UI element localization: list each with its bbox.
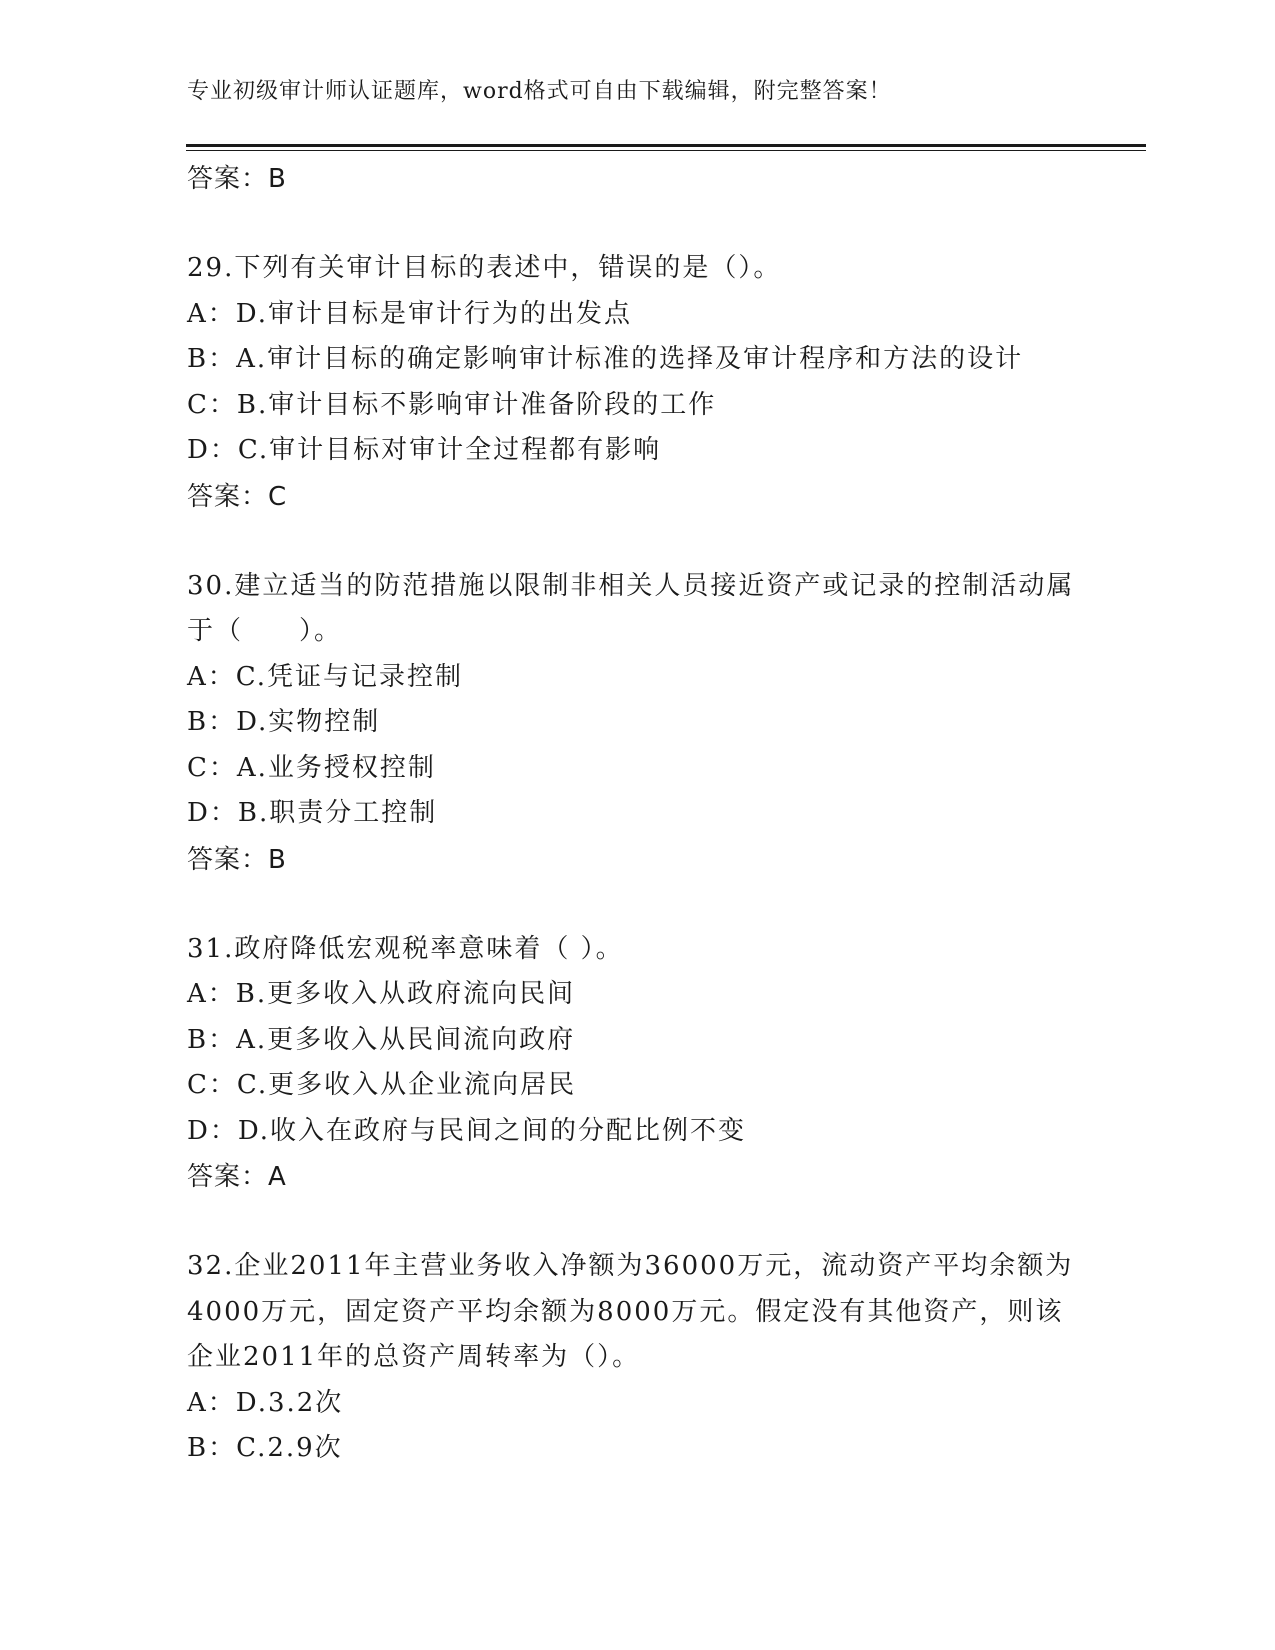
option-c: C：A.业务授权控制 xyxy=(187,752,436,783)
page-header: 专业初级审计师认证题库，word格式可自由下载编辑，附完整答案！ xyxy=(187,79,892,104)
option-c: C：B.审计目标不影响审计准备阶段的工作 xyxy=(187,389,717,420)
option-a: A：D.审计目标是审计行为的出发点 xyxy=(187,298,632,329)
question-29 xyxy=(187,246,1087,520)
option-a: A：B.更多收入从政府流向民间 xyxy=(187,979,576,1009)
header-rule-thick xyxy=(186,144,1146,147)
answer-line: 答案：A xyxy=(187,1162,287,1192)
question-text: 30.建立适当的防范措施以限制非相关人员接近资产或记录的控制活动属于（ ）。 xyxy=(187,570,1075,646)
option-b: B：A.审计目标的确定影响审计标准的选择及审计程序和方法的设计 xyxy=(187,344,1024,374)
option-d: D：D.收入在政府与民间之间的分配比例不变 xyxy=(187,1115,747,1146)
option-b: B：A.更多收入从民间流向政府 xyxy=(187,1024,576,1055)
answer-line: 答案：B xyxy=(187,164,287,194)
question-text: 29.下列有关审计目标的表述中，错误的是（）。 xyxy=(187,253,782,283)
option-c: C：C.更多收入从企业流向居民 xyxy=(187,1070,577,1100)
option-d: D：C.审计目标对审计全过程都有影响 xyxy=(187,435,662,465)
option-a: A：D.3.2次 xyxy=(187,1387,344,1418)
document-body xyxy=(187,156,1087,1472)
question-text: 32.企业2011年主营业务收入净额为36000万元，流动资产平均余额为4000万元，固定资产平均余额为8000万元。假定没有其他资产，则该企业2011年的总资产周转率为（）。 xyxy=(187,1251,1074,1372)
question-30 xyxy=(187,564,1087,883)
question-31 xyxy=(187,927,1087,1201)
option-a: A：C.凭证与记录控制 xyxy=(187,661,464,692)
answer-line: 答案：C xyxy=(187,481,288,512)
question-32 xyxy=(187,1244,1087,1472)
option-d: D：B.职责分工控制 xyxy=(187,798,438,828)
option-b: B：C.2.9次 xyxy=(187,1433,343,1463)
header-rule-thin xyxy=(186,150,1146,151)
question-text: 31.政府降低宏观税率意味着（ ）。 xyxy=(187,933,624,964)
answer-line: 答案：B xyxy=(187,844,287,875)
option-b: B：D.实物控制 xyxy=(187,707,381,737)
